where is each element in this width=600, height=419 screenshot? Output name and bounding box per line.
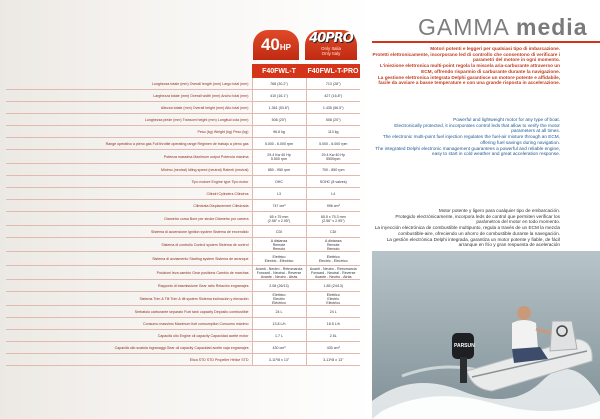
pro-line-1: Only Italia — [320, 46, 341, 51]
spec-value-col1: 24 L — [252, 306, 306, 318]
spec-label: Consumo massimo Maximum fuel consumption Consumo máximo — [6, 318, 252, 330]
spec-label: Sistema di accensione Ignition system Sistema de encendido — [6, 226, 252, 238]
spec-label: Cilindrata Displacement Cilindrada — [6, 200, 252, 212]
spec-table-header — [6, 64, 360, 78]
hp-number: 40 — [260, 35, 280, 54]
hp-badge — [253, 30, 299, 60]
spec-value-col2: 508 (20") — [306, 114, 360, 126]
spec-row — [6, 150, 360, 164]
spec-value-col2: 700 - 850 rpm — [306, 164, 360, 176]
spec-value-col2: 430 cm³ — [306, 342, 360, 354]
spec-row — [6, 90, 360, 102]
spec-value-col1: 3-11¹/8 x 13" — [252, 354, 306, 366]
spec-label: Potenza massima Maximum output Potencia máxima — [6, 150, 252, 164]
spec-value-col1: Elettrico Electric - Eléctrico — [252, 252, 306, 266]
spec-label: Larghezza totale (mm) Overall width (mm) Ancho total (mm) — [6, 90, 252, 102]
spec-value-col1: 29.4 Kw 40 Hp 5.500 rpm — [252, 150, 306, 164]
spec-row — [6, 280, 360, 292]
spec-value-col1: Avanti - Neutro - Retromarcia Forward - Neutral - Reverse Avante - Neutro - Atrás — [252, 266, 306, 280]
spec-label: Diametro corsa Bore per stroke Diámetro por carrera — [6, 212, 252, 226]
spec-row — [6, 164, 360, 176]
spec-value-col2: 29.4 Kw 40 Hp 5500rpm — [306, 150, 360, 164]
pro-badge — [305, 30, 357, 60]
spec-value-col1: OHC — [252, 176, 306, 188]
spec-row — [6, 138, 360, 150]
spec-value-col1: 96.6 kg — [252, 126, 306, 138]
spec-value-col2: 113 kg — [306, 126, 360, 138]
spec-row — [6, 78, 360, 90]
spec-value-col1: 747 cm³ — [252, 200, 306, 212]
spec-value-col1: 5.000 - 6.000 rpm — [252, 138, 306, 150]
page-title — [418, 14, 588, 41]
spec-label: Lunghezza piede (mm) Transom height (mm) Longitud cola (mm) — [6, 114, 252, 126]
spec-label: Minimo (neutral) Idling speed (neutral) Ralentí (neutral) — [6, 164, 252, 176]
spec-value-col2: 24 L — [306, 306, 360, 318]
spec-value-col2: Elettrico Electric Eléctrico — [306, 292, 360, 306]
spec-label: Elica STD STD Propeller Hélice STD — [6, 354, 252, 366]
spec-label: Peso (kg) Weight (kg) Peso (kg) — [6, 126, 252, 138]
spec-label: Serbatoio carburante separato Fuel tank capacity Depósito combustible — [6, 306, 252, 318]
description-english: Powerful and lightweight motor for any type of boat. Electronically protected, it incorporates control leds that allow to verify the motor parameters at all times. The electronic multi-point fuel injection regulates the fuel-air mixture through an ECM, offering fuel savings during navigation. The integrated Delphi electronic management guarantees a powerful and reliable engine, easy to start in cold weather and great acceleration response. — [375, 117, 560, 157]
spec-value-col1: 768 (30.2") — [252, 78, 306, 90]
spec-row — [6, 266, 360, 280]
title-bold: media — [516, 14, 588, 40]
spec-value-col2: 996 cm³ — [306, 200, 360, 212]
spec-value-col1: 508 (20") — [252, 114, 306, 126]
spec-label: Sistema di controllo Control system Sistema de control — [6, 238, 252, 252]
spec-row — [6, 330, 360, 342]
spec-value-col1: CDI — [252, 226, 306, 238]
spec-value-col1: 410 (16.1") — [252, 90, 306, 102]
title-light: GAMMA — [418, 14, 517, 40]
spec-label: Cilindri Cylinders Cilindros — [6, 188, 252, 200]
spec-value-col1: 65 x 75 mm (2.56" x 2.95") — [252, 212, 306, 226]
header-blank — [6, 64, 252, 78]
description-spanish: Motor potente y ligero para cualquier tipo de embarcación. Protegido electrónicamente, incorpora leds de control que permiten verificar los parámetros del motor en todo momento. La inyección electrónica de combustible multipunto, regula a través de un ECM la mezcla combustible-aire, ofreciendo un ahorro de combustible durante la navegación. La gestión electrónica Delphi integrada, garantiza un motor potente y fiable, de fácil arranque en frío y gran respuesta de aceleración — [374, 208, 560, 248]
spec-value-col1: 430 cm³ — [252, 342, 306, 354]
spec-label: Capacità olio Engine oil capacity Capacidad aceite motor — [6, 330, 252, 342]
pro-line-2: Only Italy — [321, 51, 341, 56]
spec-value-col2: 3-11¹/8 x 13" — [306, 354, 360, 366]
spec-value-col1: 2.08 (26/13) — [252, 280, 306, 292]
spec-row — [6, 318, 360, 330]
spec-row — [6, 252, 360, 266]
spec-value-col2: 65.5 x 75.3 mm (2.56" x 2.95") — [306, 212, 360, 226]
spec-row — [6, 306, 360, 318]
spec-value-col1: Elettrico Electric Eléctrico — [252, 292, 306, 306]
spec-value-col2: Elettrico Electric - Eléctrico — [306, 252, 360, 266]
spec-value-col2: CDI — [306, 226, 360, 238]
spec-label: Range operativo a pieno gas Full throttle operating range Régimen de trabajo a pleno gas — [6, 138, 252, 150]
spec-row — [6, 126, 360, 138]
spec-value-col2: Avanti - Neutro - Retromarcia Forward - Neutral - Reverse Avante - Neutro - Atrás — [306, 266, 360, 280]
spec-value-col2: A distanza Remote Remoto — [306, 238, 360, 252]
spec-value-col2: 1.435 (56.5") — [306, 102, 360, 114]
spec-label: Posizioni leva cambio Gear positions Cambio de marchas — [6, 266, 252, 280]
spec-table-body — [6, 78, 360, 366]
boat-photo-illustration — [372, 251, 600, 419]
spec-row — [6, 354, 360, 366]
spec-value-col1: A distanza Remote Remoto — [252, 238, 306, 252]
spec-value-col1: L3 — [252, 188, 306, 200]
column-header: F40FWL-T — [252, 64, 306, 78]
spec-value-col2: 2.5L — [306, 330, 360, 342]
boat-photo — [372, 251, 600, 419]
spec-row — [6, 114, 360, 126]
spec-value-col2: 1.85 (24/13) — [306, 280, 360, 292]
description-italian: Motori potenti e leggeri per qualsiasi tipo di imbarcazione. Protetti elettronicamente, incorporano led di controllo che consentono di verificare i parametri del motore in ogni momento. L'iniezione elettronica multi-point regola la miscela aria-carburante attraverso un ECM, offrendo risparmio di carburante durante la navigazione. La gestione elettronica integrata Delphi garantisce un motore potente e affidabile, facile da avviare a basse temperature e con una grande risposta in accelerazione. — [372, 46, 560, 86]
spec-row — [6, 102, 360, 114]
spec-value-col2: L4 — [306, 188, 360, 200]
spec-value-col1: 1.7 L — [252, 330, 306, 342]
title-divider — [372, 41, 600, 43]
spec-row — [6, 292, 360, 306]
spec-row — [6, 226, 360, 238]
spec-row — [6, 212, 360, 226]
spec-row — [6, 200, 360, 212]
spec-row — [6, 176, 360, 188]
engine-brand: PARSUN — [454, 343, 475, 349]
spec-row — [6, 342, 360, 354]
spec-value-col2: SOHC (8 valves) — [306, 176, 360, 188]
spec-value-col2: 18.5 L/h — [306, 318, 360, 330]
spec-value-col1: 850 - 950 rpm — [252, 164, 306, 176]
spec-label: Sistema di avviamento Starting system Sistema de arranque — [6, 252, 252, 266]
spec-label: Rapporto di trasmissione Gear ratio Relación engranajes — [6, 280, 252, 292]
spec-value-col1: 13.8 L/h — [252, 318, 306, 330]
spec-row — [6, 238, 360, 252]
spec-row — [6, 188, 360, 200]
pro-logo: 40PRO — [309, 31, 353, 46]
spec-label: Tipo motore Engine type Tipo motor — [6, 176, 252, 188]
spec-label: Sistema Trim & Tilt Trim & tilt system Sistema inclinación y elevación — [6, 292, 252, 306]
spec-label: Capacità olio scatola ingranaggi Gear oil capacity Capacidad aceite caja engranajes — [6, 342, 252, 354]
spec-value-col1: 1.361 (53.6") — [252, 102, 306, 114]
column-header: F40FWL-T-PRO — [306, 64, 360, 78]
hp-unit: HP — [279, 43, 292, 52]
spec-value-col2: 427 (16.8") — [306, 90, 360, 102]
spec-table — [6, 64, 360, 366]
spec-value-col2: 713 (28") — [306, 78, 360, 90]
spec-value-col2: 5.000 - 6.000 rpm — [306, 138, 360, 150]
spec-label: Altezza totale (mm) Overall height (mm) Alto total (mm) — [6, 102, 252, 114]
spec-label: Lunghezza totale (mm) Overall length (mm) Largo total (mm) — [6, 78, 252, 90]
